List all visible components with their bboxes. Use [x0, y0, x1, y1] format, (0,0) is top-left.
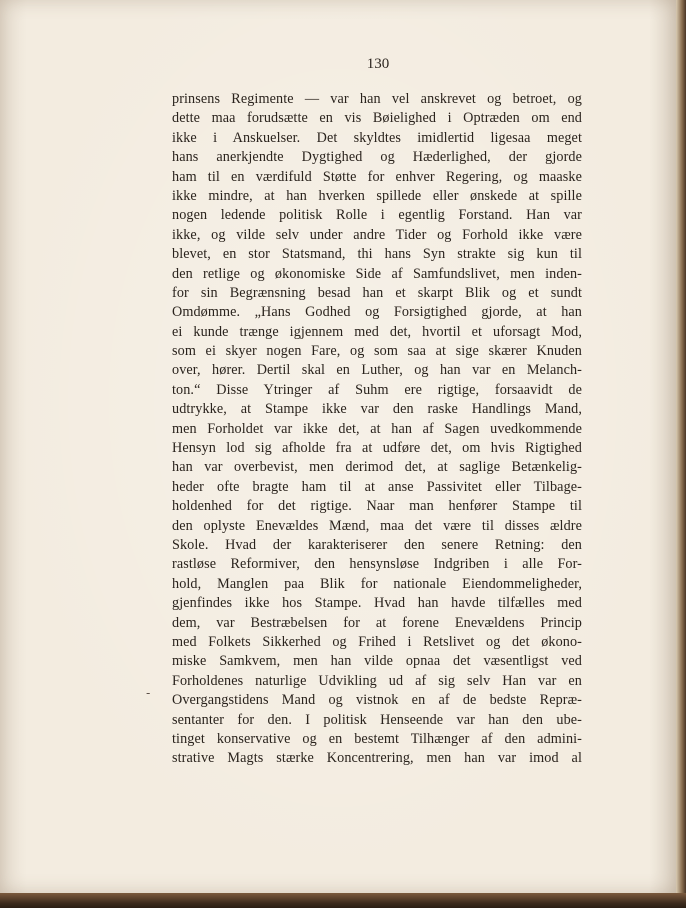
text-line: udtrykke, at Stampe ikke var den raske Handlings Mand,: [172, 401, 582, 418]
text-line: med Folkets Sikkerhed og Frihed i Retslivet og det økono-: [172, 633, 582, 650]
text-line: rastløse Reformiver, den hensynsløse Indgriben i alle For-: [172, 556, 582, 573]
text-line: den retlige og økonomiske Side af Samfundslivet, men inden-: [172, 265, 582, 282]
text-line: men Forholdet var ikke det, at han af Sagen uvedkommende: [172, 420, 582, 437]
text-line: han var overbevist, men derimod det, at saglige Betænkelig-: [172, 459, 582, 476]
text-line: gjenfindes ikke hos Stampe. Hvad han havde tilfælles med: [172, 595, 582, 612]
book-cover-bottom: [0, 893, 686, 908]
text-line: Hensyn lod sig afholde fra at udføre det, om hvis Rigtighed: [172, 440, 582, 457]
text-line: Skole. Hvad der karakteriserer den senere Retning: den: [172, 536, 582, 553]
text-line: ham til en værdifuld Støtte for enhver Regering, og maaske: [172, 168, 582, 185]
text-line: ei kunde trænge igjennem med det, hvortil et uforsagt Mod,: [172, 323, 582, 340]
text-line: sentanter for den. I politisk Henseende var han den ube-: [172, 711, 582, 728]
text-line: dette maa forudsætte en vis Bøielighed i Optræden om end: [172, 110, 582, 127]
page-edge-right: [676, 0, 686, 908]
text-line: den oplyste Enevældes Mænd, maa det være til disses ældre: [172, 517, 582, 534]
text-line: over, hører. Dertil skal en Luther, og han var en Melanch-: [172, 362, 582, 379]
text-line: strative Magts stærke Koncentrering, men han var imod al: [172, 750, 582, 767]
text-line: ikke mindre, at han hverken spillede eller ønskede at spille: [172, 187, 582, 204]
text-line: ton.“ Disse Ytringer af Suhm ere rigtige, forsaavidt de: [172, 381, 582, 398]
text-line: ikke i Anskuelser. Det skyldtes imidlertid ligesaa meget: [172, 129, 582, 146]
text-line: holdenhed for det rigtige. Naar man henfører Stampe til: [172, 498, 582, 515]
text-line: Forholdenes naturlige Udvikling ud af sig selv Han var en: [172, 672, 582, 689]
page-number: 130: [366, 56, 390, 72]
text-line: dem, var Bestræbelsen for at forene Enevældens Princip: [172, 614, 582, 631]
text-line: for sin Begrænsning besad han et skarpt Blik og et sundt: [172, 284, 582, 301]
text-line: tinget konservative og en bestemt Tilhænger af den admini-: [172, 730, 582, 747]
text-line: prinsens Regimente — var han vel anskrevet og betroet, og: [172, 91, 582, 107]
text-line: hold, Manglen paa Blik for nationale Eiendommeligheder,: [172, 575, 582, 592]
text-line: som ei skyer nogen Fare, og som saa at sige skærer Knuden: [172, 343, 582, 360]
text-line: heder ofte bragte ham til at anse Passivitet eller Tilbage-: [172, 478, 582, 495]
text-line: miske Samkvem, men han vilde opnaa det væsentligst ved: [172, 653, 582, 670]
text-line: Omdømme. „Hans Godhed og Forsigtighed gjorde, at han: [172, 304, 582, 321]
text-line: ikke, og vilde selv under andre Tider og Forhold ikke være: [172, 226, 582, 243]
text-line: hans anerkjendte Dygtighed og Hæderlighed, der gjorde: [172, 149, 582, 166]
text-line: Overgangstidens Mand og vistnok en af de bedste Repræ-: [172, 692, 582, 709]
text-line: blevet, en stor Statsmand, thi hans Syn strakte sig kun til: [172, 246, 582, 263]
margin-pencil-mark: -: [146, 686, 151, 700]
text-line: nogen ledende politisk Rolle i egentlig Forstand. Han var: [172, 207, 582, 224]
body-text: [172, 90, 582, 769]
